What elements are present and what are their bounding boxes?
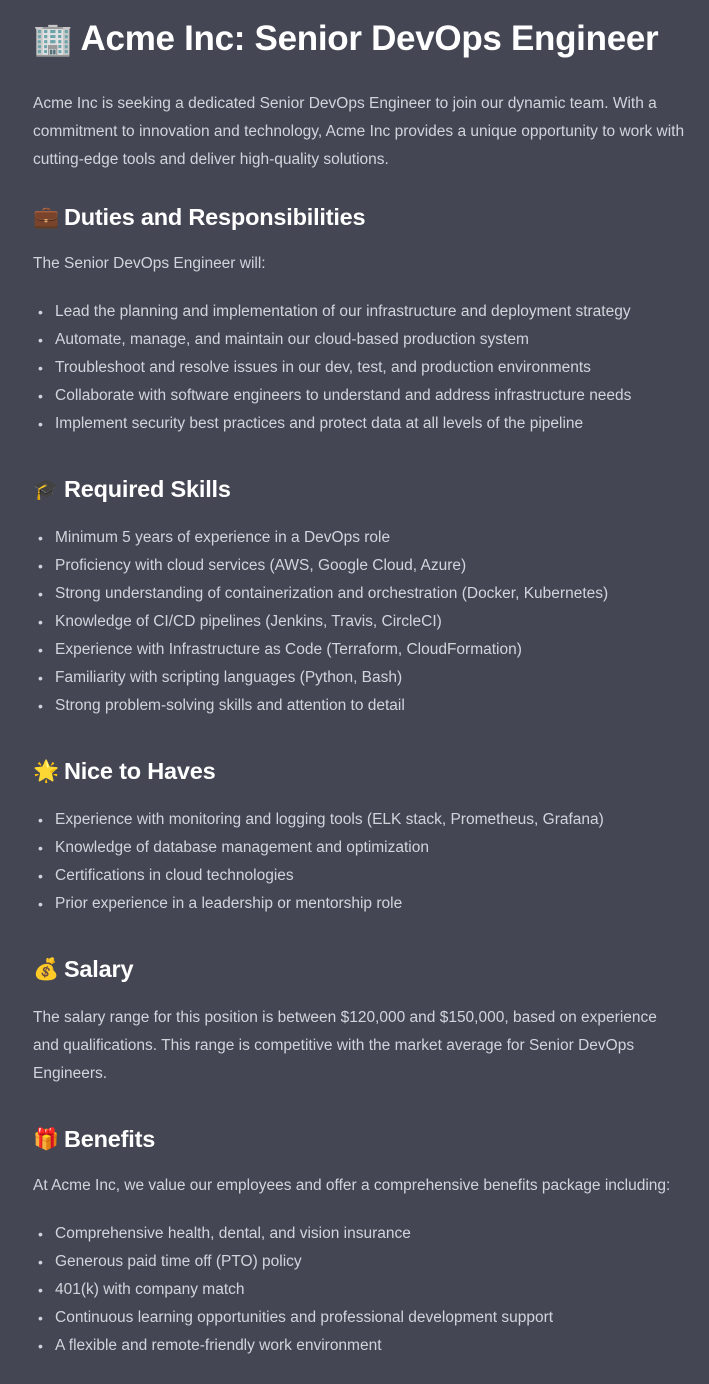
list-item-text: Knowledge of database management and optimization	[55, 839, 429, 856]
list-item	[33, 410, 687, 438]
intro-paragraph: Acme Inc is seeking a dedicated Senior DevOps Engineer to join our dynamic team. With a commitment to innovation and technology, Acme Inc provides a unique opportunity to work with cutting-edge tools and deliver high-quality solutions.	[33, 95, 685, 168]
gift-icon: 🎁	[33, 1127, 59, 1151]
duties-list	[33, 298, 687, 438]
duties-lead-text: The Senior DevOps Engineer will:	[33, 255, 266, 272]
list-item	[33, 1304, 687, 1332]
benefits-list	[33, 1220, 687, 1360]
section-heading-salary	[33, 952, 687, 986]
list-item-text: Collaborate with software engineers to understand and address infrastructure needs	[55, 387, 632, 404]
list-item	[33, 636, 687, 664]
list-item	[33, 862, 687, 890]
page-title-text: Acme Inc: Senior DevOps Engineer	[80, 19, 659, 58]
bullet-icon: •	[38, 530, 43, 546]
list-item-text: Prior experience in a leadership or mentorship role	[55, 895, 403, 912]
list-item-text: Comprehensive health, dental, and vision insurance	[55, 1225, 411, 1242]
bullet-icon: •	[38, 1310, 43, 1326]
section-heading-benefits-text: Benefits	[63, 1126, 156, 1152]
salary-paragraph: The salary range for this position is between $120,000 and $150,000, based on experience and qualifications. This range is competitive with the market average for Senior DevOps Engineers.	[33, 1009, 657, 1082]
list-item-text: Strong understanding of containerization and orchestration (Docker, Kubernetes)	[55, 585, 609, 602]
list-item-text: Implement security best practices and protect data at all levels of the pipeline	[55, 415, 584, 432]
list-item-text: Experience with monitoring and logging tools (ELK stack, Prometheus, Grafana)	[55, 811, 604, 828]
skills-list	[33, 524, 687, 720]
section-heading-skills	[33, 472, 687, 506]
bullet-icon: •	[38, 642, 43, 658]
bullet-icon: •	[38, 388, 43, 404]
graduation-cap-icon: 🎓	[33, 477, 59, 501]
list-item-text: Familiarity with scripting languages (Python, Bash)	[55, 669, 403, 686]
bullet-icon: •	[38, 416, 43, 432]
list-item	[33, 1220, 687, 1248]
bullet-icon: •	[38, 698, 43, 714]
list-item-text: Experience with Infrastructure as Code (Terraform, CloudFormation)	[55, 641, 522, 658]
list-item	[33, 524, 687, 552]
list-item-text: Minimum 5 years of experience in a DevOps role	[55, 529, 391, 546]
list-item	[33, 1332, 687, 1360]
list-item-text: Proficiency with cloud services (AWS, Google Cloud, Azure)	[55, 557, 467, 574]
list-item	[33, 298, 687, 326]
list-item	[33, 1276, 687, 1304]
office-building-icon: 🏢	[33, 20, 73, 58]
section-heading-duties	[33, 200, 687, 234]
list-item	[33, 1248, 687, 1276]
list-item-text: Strong problem-solving skills and attention to detail	[55, 697, 405, 714]
benefits-lead-text: At Acme Inc, we value our employees and offer a comprehensive benefits package including:	[33, 1177, 671, 1194]
glowing-star-icon: 🌟	[33, 759, 59, 783]
bullet-icon: •	[38, 332, 43, 348]
list-item	[33, 552, 687, 580]
section-heading-nice-text: Nice to Haves	[63, 758, 216, 784]
section-heading-nice-to-haves	[33, 754, 687, 788]
bullet-icon: •	[38, 1254, 43, 1270]
list-item-text: Automate, manage, and maintain our cloud-based production system	[55, 331, 529, 348]
list-item-text: Continuous learning opportunities and professional development support	[55, 1309, 554, 1326]
list-item-text: Lead the planning and implementation of our infrastructure and deployment strategy	[55, 303, 631, 320]
list-item	[33, 806, 687, 834]
list-item	[33, 692, 687, 720]
list-item	[33, 580, 687, 608]
list-item	[33, 664, 687, 692]
money-bag-icon: 💰	[33, 957, 59, 981]
list-item	[33, 608, 687, 636]
bullet-icon: •	[38, 812, 43, 828]
bullet-icon: •	[38, 1226, 43, 1242]
section-heading-salary-text: Salary	[63, 956, 134, 982]
briefcase-icon: 💼	[33, 205, 59, 229]
bullet-icon: •	[38, 558, 43, 574]
list-item-text: 401(k) with company match	[55, 1281, 245, 1298]
bullet-icon: •	[38, 670, 43, 686]
bullet-icon: •	[38, 896, 43, 912]
bullet-icon: •	[38, 586, 43, 602]
list-item	[33, 382, 687, 410]
section-heading-duties-text: Duties and Responsibilities	[63, 204, 366, 230]
section-heading-benefits	[33, 1122, 687, 1156]
list-item-text: Generous paid time off (PTO) policy	[55, 1253, 302, 1270]
list-item	[33, 890, 687, 918]
bullet-icon: •	[38, 1282, 43, 1298]
list-item	[33, 834, 687, 862]
bullet-icon: •	[38, 614, 43, 630]
section-heading-skills-text: Required Skills	[63, 476, 231, 502]
list-item-text: Knowledge of CI/CD pipelines (Jenkins, Travis, CircleCI)	[55, 613, 442, 630]
bullet-icon: •	[38, 304, 43, 320]
list-item-text: Certifications in cloud technologies	[55, 867, 294, 884]
bullet-icon: •	[38, 840, 43, 856]
list-item-text: A flexible and remote-friendly work environment	[55, 1337, 382, 1354]
nice-to-haves-list	[33, 806, 687, 918]
bullet-icon: •	[38, 1338, 43, 1354]
list-item	[33, 354, 687, 382]
list-item	[33, 326, 687, 354]
bullet-icon: •	[38, 868, 43, 884]
bullet-icon: •	[38, 360, 43, 376]
page-title	[33, 14, 687, 64]
list-item-text: Troubleshoot and resolve issues in our dev, test, and production environments	[55, 359, 591, 376]
